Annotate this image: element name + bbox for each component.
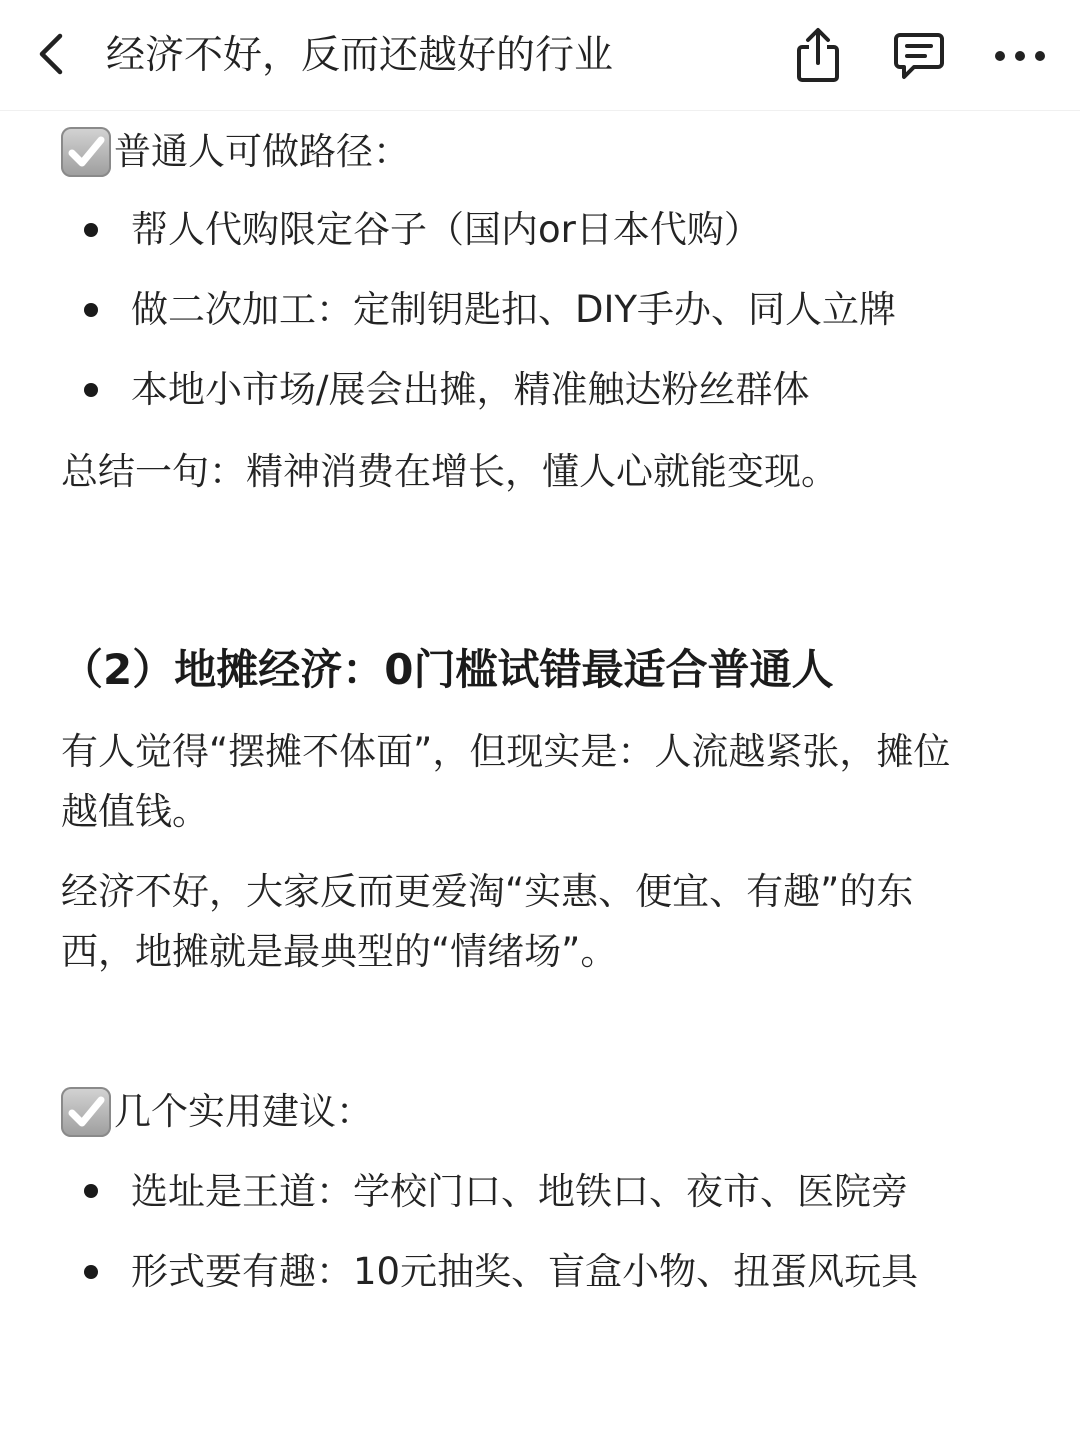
bullet-dot [84,223,98,237]
share-button[interactable] [788,26,848,86]
paragraph-line: 西，地摊就是最典型的“情绪场”。 [61,930,618,973]
bullet-dot [84,383,98,397]
list-item: 帮人代购限定谷子（国内or日本代购） [131,208,761,251]
paragraph-line: 越值钱。 [61,790,209,833]
page-title: 经济不好，反而还越好的行业 [106,33,614,78]
top-nav-bar [0,0,1080,111]
section-label: 普通人可做路径： [114,130,410,173]
list-item: 选址是王道：学校门口、地铁口、夜市、医院旁 [131,1170,908,1213]
more-button[interactable] [990,26,1050,86]
bullet-dot [84,1265,98,1279]
paragraph-line: 经济不好，大家反而更爱淘“实惠、便宜、有趣”的东 [61,870,914,913]
section-heading: （2）地摊经济：0门槛试错最适合普通人 [61,645,834,694]
bullet-dot [84,303,98,317]
checkbox-emoji-icon [61,127,111,177]
section-label: 几个实用建议： [114,1090,373,1133]
bullet-dot [84,1184,98,1198]
comment-icon [892,29,946,83]
more-icon [992,48,1048,64]
comment-button[interactable] [889,26,949,86]
list-item: 做二次加工：定制钥匙扣、DIY手办、同人立牌 [131,288,897,331]
paragraph-line: 有人觉得“摆摊不体面”，但现实是：人流越紧张，摊位 [61,730,951,773]
back-chevron-icon [34,32,70,76]
back-button[interactable] [22,24,82,84]
checkbox-emoji-icon [61,1087,111,1137]
list-item: 形式要有趣：10元抽奖、盲盒小物、扭蛋风玩具 [131,1250,919,1293]
list-item: 本地小市场/展会出摊，精准触达粉丝群体 [131,368,810,411]
summary-text: 总结一句：精神消费在增长，懂人心就能变现。 [61,450,838,493]
share-icon [792,27,844,85]
